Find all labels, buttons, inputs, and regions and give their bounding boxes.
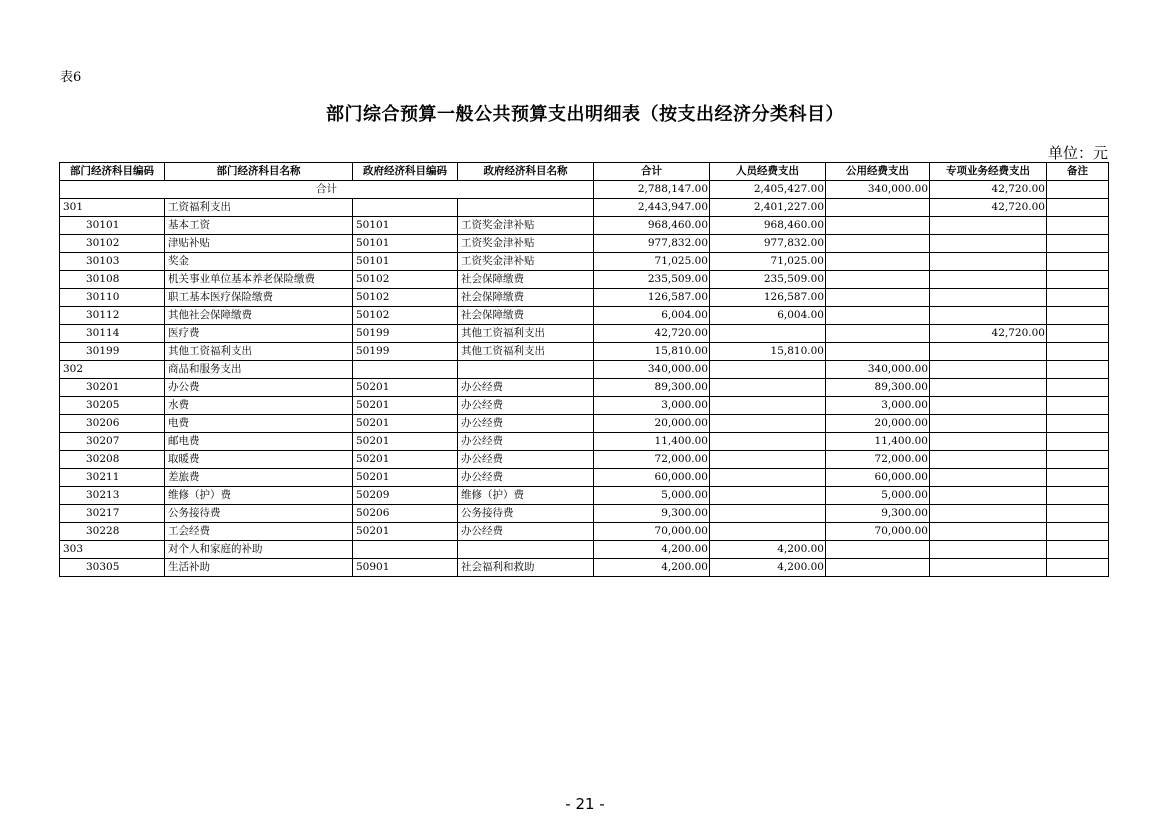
table-row <box>60 253 1109 271</box>
cell-dept-code: 30213 <box>60 487 165 505</box>
cell-dept-name: 机关事业单位基本养老保险缴费 <box>165 271 353 289</box>
cell-gov-name: 其他工资福利支出 <box>458 343 594 361</box>
cell-special <box>930 415 1047 433</box>
cell-dept-name: 邮电费 <box>165 433 353 451</box>
cell-dept-name: 医疗费 <box>165 325 353 343</box>
cell-dept-code: 30206 <box>60 415 165 433</box>
cell-gov-name: 社会保障缴费 <box>458 289 594 307</box>
cell-dept-code: 30102 <box>60 235 165 253</box>
cell-personnel: 4,200.00 <box>710 541 826 559</box>
cell-special <box>930 523 1047 541</box>
cell-special <box>930 289 1047 307</box>
cell-personnel: 71,025.00 <box>710 253 826 271</box>
table-row <box>60 487 1109 505</box>
cell-note <box>1047 505 1109 523</box>
cell-dept-name: 工会经费 <box>165 523 353 541</box>
page-number: - 21 - <box>565 795 605 813</box>
cell-note <box>1047 559 1109 577</box>
cell-total: 340,000.00 <box>594 361 710 379</box>
cell-note <box>1047 271 1109 289</box>
cell-personnel: 126,587.00 <box>710 289 826 307</box>
cell-dept-code: 30112 <box>60 307 165 325</box>
cell-total: 9,300.00 <box>594 505 710 523</box>
cell-personnel <box>710 487 826 505</box>
cell-dept-code: 303 <box>60 541 165 559</box>
header-special: 专项业务经费支出 <box>930 163 1047 181</box>
cell-public: 5,000.00 <box>826 487 930 505</box>
cell-gov-code: 50209 <box>353 487 458 505</box>
cell-gov-name: 维修（护）费 <box>458 487 594 505</box>
header-dept-name: 部门经济科目名称 <box>165 163 353 181</box>
cell-public <box>826 343 930 361</box>
table-row <box>60 541 1109 559</box>
header-dept-code: 部门经济科目编码 <box>60 163 165 181</box>
unit-label: 单位：元 <box>1047 144 1108 162</box>
cell-dept-code: 30205 <box>60 397 165 415</box>
cell-total: 4,200.00 <box>594 559 710 577</box>
cell-dept-code: 30228 <box>60 523 165 541</box>
cell-gov-name <box>458 361 594 379</box>
cell-total: 11,400.00 <box>594 433 710 451</box>
cell-special <box>930 361 1047 379</box>
cell-gov-code: 50201 <box>353 469 458 487</box>
table-row <box>60 415 1109 433</box>
cell-gov-code: 50201 <box>353 451 458 469</box>
cell-note <box>1047 199 1109 217</box>
cell-note <box>1047 415 1109 433</box>
cell-note <box>1047 523 1109 541</box>
cell-special: 42,720.00 <box>930 199 1047 217</box>
cell-special <box>930 217 1047 235</box>
cell-total: 4,200.00 <box>594 541 710 559</box>
table-row <box>60 199 1109 217</box>
table-row <box>60 433 1109 451</box>
cell-public <box>826 541 930 559</box>
cell-note <box>1047 343 1109 361</box>
cell-gov-name: 工资奖金津补贴 <box>458 217 594 235</box>
cell-total: 5,000.00 <box>594 487 710 505</box>
cell-gov-name: 工资奖金津补贴 <box>458 253 594 271</box>
cell-total: 977,832.00 <box>594 235 710 253</box>
cell-gov-code: 50199 <box>353 343 458 361</box>
cell-special <box>930 379 1047 397</box>
cell-gov-code: 50901 <box>353 559 458 577</box>
cell-total: 15,810.00 <box>594 343 710 361</box>
cell-note <box>1047 469 1109 487</box>
cell-dept-code: 30103 <box>60 253 165 271</box>
header-public: 公用经费支出 <box>826 163 930 181</box>
cell-dept-name: 其他工资福利支出 <box>165 343 353 361</box>
table-row <box>60 523 1109 541</box>
cell-dept-code: 30208 <box>60 451 165 469</box>
cell-dept-name: 其他社会保障缴费 <box>165 307 353 325</box>
cell-gov-name: 社会保障缴费 <box>458 307 594 325</box>
cell-dept-name: 水费 <box>165 397 353 415</box>
cell-dept-name: 维修（护）费 <box>165 487 353 505</box>
table-row <box>60 289 1109 307</box>
cell-gov-name: 公务接待费 <box>458 505 594 523</box>
cell-special <box>930 307 1047 325</box>
cell-dept-name: 基本工资 <box>165 217 353 235</box>
cell-gov-code <box>353 361 458 379</box>
cell-gov-code: 50201 <box>353 415 458 433</box>
cell-public <box>826 253 930 271</box>
cell-dept-name: 公务接待费 <box>165 505 353 523</box>
cell-gov-code: 50199 <box>353 325 458 343</box>
cell-note <box>1047 217 1109 235</box>
cell-gov-code: 50101 <box>353 253 458 271</box>
cell-dept-code: 30201 <box>60 379 165 397</box>
cell-gov-name: 办公经费 <box>458 451 594 469</box>
cell-special <box>930 487 1047 505</box>
cell-personnel: 15,810.00 <box>710 343 826 361</box>
cell-total: 968,460.00 <box>594 217 710 235</box>
cell-gov-name: 其他工资福利支出 <box>458 325 594 343</box>
cell-personnel: 968,460.00 <box>710 217 826 235</box>
cell-dept-code: 301 <box>60 199 165 217</box>
cell-gov-name: 办公经费 <box>458 379 594 397</box>
cell-public <box>826 271 930 289</box>
cell-total: 71,025.00 <box>594 253 710 271</box>
cell-gov-code: 50206 <box>353 505 458 523</box>
cell-personnel: 977,832.00 <box>710 235 826 253</box>
cell-dept-name: 商品和服务支出 <box>165 361 353 379</box>
table-row <box>60 505 1109 523</box>
total-row <box>60 181 1109 199</box>
cell-personnel: 235,509.00 <box>710 271 826 289</box>
header-note: 备注 <box>1047 163 1109 181</box>
cell-gov-name <box>458 541 594 559</box>
total-cell-public: 340,000.00 <box>826 181 930 199</box>
cell-total: 2,443,947.00 <box>594 199 710 217</box>
cell-total: 89,300.00 <box>594 379 710 397</box>
cell-public <box>826 307 930 325</box>
cell-special <box>930 559 1047 577</box>
expenditure-table <box>59 162 1109 577</box>
header-personnel: 人员经费支出 <box>710 163 826 181</box>
cell-personnel <box>710 379 826 397</box>
cell-public: 340,000.00 <box>826 361 930 379</box>
cell-public <box>826 199 930 217</box>
cell-dept-name: 津贴补贴 <box>165 235 353 253</box>
cell-total: 20,000.00 <box>594 415 710 433</box>
cell-total: 126,587.00 <box>594 289 710 307</box>
cell-public <box>826 325 930 343</box>
cell-gov-code: 50201 <box>353 379 458 397</box>
cell-dept-code: 30110 <box>60 289 165 307</box>
cell-special <box>930 541 1047 559</box>
cell-personnel <box>710 451 826 469</box>
cell-public: 60,000.00 <box>826 469 930 487</box>
table-row <box>60 469 1109 487</box>
cell-dept-name: 职工基本医疗保险缴费 <box>165 289 353 307</box>
cell-special <box>930 397 1047 415</box>
cell-gov-name <box>458 199 594 217</box>
table-row <box>60 325 1109 343</box>
header-total: 合计 <box>594 163 710 181</box>
cell-special <box>930 505 1047 523</box>
cell-gov-code: 50102 <box>353 271 458 289</box>
cell-special <box>930 433 1047 451</box>
table-row <box>60 379 1109 397</box>
cell-special <box>930 343 1047 361</box>
cell-personnel <box>710 523 826 541</box>
cell-public <box>826 559 930 577</box>
cell-public: 89,300.00 <box>826 379 930 397</box>
cell-dept-code: 30211 <box>60 469 165 487</box>
cell-total: 72,000.00 <box>594 451 710 469</box>
cell-public: 3,000.00 <box>826 397 930 415</box>
cell-gov-name: 社会福利和救助 <box>458 559 594 577</box>
cell-note <box>1047 253 1109 271</box>
cell-public: 9,300.00 <box>826 505 930 523</box>
header-gov-name: 政府经济科目名称 <box>458 163 594 181</box>
cell-dept-name: 对个人和家庭的补助 <box>165 541 353 559</box>
cell-gov-name: 社会保障缴费 <box>458 271 594 289</box>
cell-personnel <box>710 397 826 415</box>
table-row <box>60 451 1109 469</box>
cell-public: 20,000.00 <box>826 415 930 433</box>
cell-public: 11,400.00 <box>826 433 930 451</box>
cell-dept-name: 工资福利支出 <box>165 199 353 217</box>
cell-note <box>1047 289 1109 307</box>
total-label: 合计 <box>60 181 594 199</box>
cell-dept-name: 办公费 <box>165 379 353 397</box>
cell-special <box>930 271 1047 289</box>
cell-gov-code <box>353 199 458 217</box>
cell-gov-code: 50201 <box>353 523 458 541</box>
cell-total: 235,509.00 <box>594 271 710 289</box>
cell-note <box>1047 451 1109 469</box>
cell-total: 60,000.00 <box>594 469 710 487</box>
cell-note <box>1047 487 1109 505</box>
cell-gov-name: 工资奖金津补贴 <box>458 235 594 253</box>
cell-special <box>930 253 1047 271</box>
cell-note <box>1047 235 1109 253</box>
cell-dept-name: 差旅费 <box>165 469 353 487</box>
cell-dept-name: 电费 <box>165 415 353 433</box>
cell-special <box>930 451 1047 469</box>
cell-gov-code: 50102 <box>353 289 458 307</box>
cell-special <box>930 235 1047 253</box>
cell-personnel <box>710 325 826 343</box>
cell-total: 3,000.00 <box>594 397 710 415</box>
cell-gov-name: 办公经费 <box>458 433 594 451</box>
cell-special: 42,720.00 <box>930 325 1047 343</box>
table-row <box>60 271 1109 289</box>
cell-gov-code: 50101 <box>353 235 458 253</box>
table-row <box>60 361 1109 379</box>
cell-personnel <box>710 469 826 487</box>
cell-gov-name: 办公经费 <box>458 415 594 433</box>
cell-personnel <box>710 415 826 433</box>
cell-special <box>930 469 1047 487</box>
table-row <box>60 343 1109 361</box>
cell-dept-name: 生活补助 <box>165 559 353 577</box>
cell-public: 70,000.00 <box>826 523 930 541</box>
cell-dept-code: 302 <box>60 361 165 379</box>
cell-gov-code <box>353 541 458 559</box>
cell-public: 72,000.00 <box>826 451 930 469</box>
total-cell-personnel: 2,405,427.00 <box>710 181 826 199</box>
header-gov-code: 政府经济科目编码 <box>353 163 458 181</box>
total-cell-total: 2,788,147.00 <box>594 181 710 199</box>
cell-public <box>826 217 930 235</box>
cell-gov-name: 办公经费 <box>458 469 594 487</box>
cell-personnel <box>710 505 826 523</box>
cell-dept-name: 奖金 <box>165 253 353 271</box>
cell-personnel: 2,401,227.00 <box>710 199 826 217</box>
total-cell-note <box>1047 181 1109 199</box>
total-cell-special: 42,720.00 <box>930 181 1047 199</box>
table-row <box>60 217 1109 235</box>
cell-gov-name: 办公经费 <box>458 397 594 415</box>
cell-gov-code: 50201 <box>353 397 458 415</box>
table-row <box>60 559 1109 577</box>
cell-gov-code: 50101 <box>353 217 458 235</box>
cell-gov-code: 50201 <box>353 433 458 451</box>
cell-total: 70,000.00 <box>594 523 710 541</box>
cell-dept-code: 30217 <box>60 505 165 523</box>
table-row <box>60 235 1109 253</box>
cell-personnel <box>710 433 826 451</box>
cell-dept-code: 30207 <box>60 433 165 451</box>
table-row <box>60 397 1109 415</box>
cell-note <box>1047 433 1109 451</box>
cell-dept-code: 30305 <box>60 559 165 577</box>
cell-total: 6,004.00 <box>594 307 710 325</box>
cell-dept-name: 取暖费 <box>165 451 353 469</box>
cell-dept-code: 30199 <box>60 343 165 361</box>
page-title: 部门综合预算一般公共预算支出明细表（按支出经济分类科目） <box>326 104 844 125</box>
cell-dept-code: 30108 <box>60 271 165 289</box>
cell-personnel: 4,200.00 <box>710 559 826 577</box>
cell-note <box>1047 379 1109 397</box>
cell-note <box>1047 541 1109 559</box>
cell-total: 42,720.00 <box>594 325 710 343</box>
cell-gov-code: 50102 <box>353 307 458 325</box>
cell-note <box>1047 397 1109 415</box>
header-row <box>60 163 1109 181</box>
table-tag: 表6 <box>60 70 82 85</box>
cell-dept-code: 30101 <box>60 217 165 235</box>
cell-gov-name: 办公经费 <box>458 523 594 541</box>
table-row <box>60 307 1109 325</box>
cell-personnel <box>710 361 826 379</box>
cell-note <box>1047 307 1109 325</box>
cell-note <box>1047 361 1109 379</box>
cell-public <box>826 289 930 307</box>
cell-personnel: 6,004.00 <box>710 307 826 325</box>
cell-note <box>1047 325 1109 343</box>
cell-public <box>826 235 930 253</box>
cell-dept-code: 30114 <box>60 325 165 343</box>
